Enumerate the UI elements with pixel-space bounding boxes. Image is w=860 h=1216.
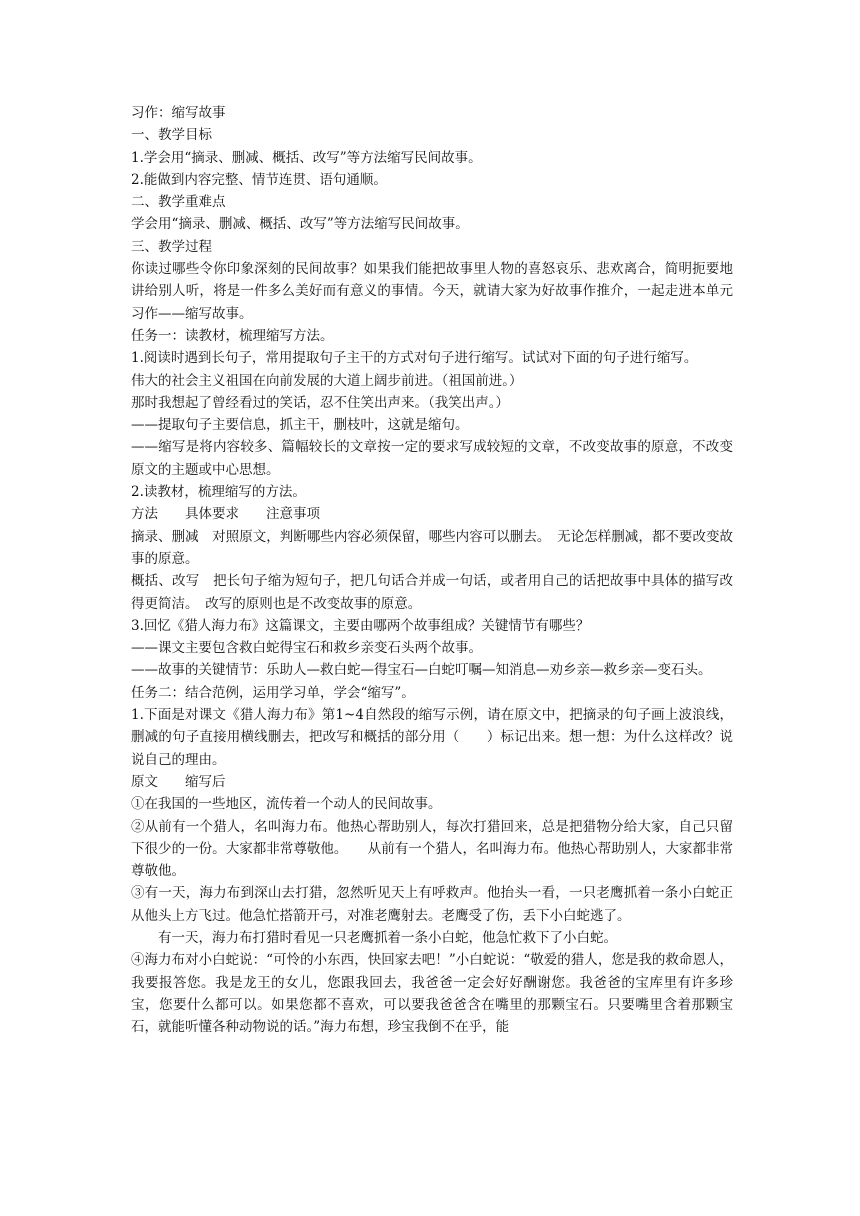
story-paragraph: ③有一天，海力布到深山去打猎，忽然听见天上有呼救声。他抬头一看，一只老鹰抓着一条小白蛇正从他头上方飞过。他急忙搭箭开弓，对准老鹰射去。老鹰受了伤，丢下小白蛇逃了。 (131, 885, 733, 924)
document-page (131, 102, 733, 1038)
example-sentence: 那时我想起了曾经看过的笑话，忍不住笑出声来。（我笑出声。） (131, 394, 509, 411)
intro-paragraph: 你读过哪些令你印象深刻的民间故事？如果我们能把故事里人物的喜怒哀乐、悲欢离合，简明扼要地讲给别人听，将是一件多么美好而有意义的事情。今天，就请大家为好故事作推介，一起走进本单元习作——缩写故事。 (131, 261, 733, 322)
story-paragraph: ②从前有一个猎人，名叫海力布。他热心帮助别人，每次打猎回来，总是把猎物分给大家，自己只留下很少的一份。大家都非常尊敬他。 从前有一个猎人，名叫海力布。他热心帮助别人，大家都非常尊敬他。 (131, 818, 733, 880)
comparison-header: 原文 缩写后 (131, 773, 226, 790)
story-paragraph-condensed: 有一天，海力布打猎时看见一只老鹰抓着一条小白蛇，他急忙救下了小白蛇。 (158, 929, 617, 946)
section-heading-key-points: 二、教学重难点 (131, 194, 226, 211)
goal-item: 2.能做到内容完整、情节连贯、语句通顺。 (131, 171, 387, 188)
note-line: ——故事的关键情节：乐助人—救白蛇—得宝石—白蛇叮嘱—知消息—劝乡亲—救乡亲—变石头。 (131, 662, 712, 679)
task-one-heading: 任务一：读教材，梳理缩写方法。 (131, 327, 334, 344)
note-line: ——缩写是将内容较多、篇幅较长的文章按一定的要求写成较短的文章，不改变故事的原意，不改变原文的主题或中心思想。 (131, 439, 733, 478)
story-paragraph: ④海力布对小白蛇说：“可怜的小东西，快回家去吧！”小白蛇说：“敬爱的猎人，您是我的救命恩人，我要报答您。我是龙王的女儿，您跟我回去，我爸爸一定会好好酬谢您。我爸爸的宝库里有许多珍宝，您要什么都可以。如果您都不喜欢，可以要我爸爸含在嘴里的那颗宝石。只要嘴里含着那颗宝石，就能听懂各种动物说的话。”海力布想，珍宝我倒不在乎，能 (131, 952, 733, 1036)
doc-title: 习作：缩写故事 (131, 105, 226, 121)
key-point-text: 学会用“摘录、删减、概括、改写”等方法缩写民间故事。 (131, 216, 469, 233)
section-heading-process: 三、教学过程 (131, 238, 212, 255)
story-paragraph: ①在我国的一些地区，流传着一个动人的民间故事。 (131, 796, 442, 813)
method-table-header: 方法 具体要求 注意事项 (131, 506, 320, 523)
task-two-heading: 任务二：结合范例，运用学习单，学会“缩写”。 (131, 684, 415, 701)
paragraph: 1.阅读时遇到长句子，常用提取句子主干的方式对句子进行缩写。试试对下面的句子进行缩写。 (131, 350, 698, 367)
method-table-row: 概括、改写 把长句子缩为短句子，把几句话合并成一句话，或者用自己的话把故事中具体的描写改得更简洁。 改写的原则也是不改变故事的原意。 (131, 573, 733, 612)
note-line: ——课文主要包含救白蛇得宝石和救乡亲变石头两个故事。 (131, 640, 482, 657)
paragraph: 2.读教材，梳理缩写的方法。 (131, 484, 306, 501)
method-table-row: 摘录、删减 对照原文，判断哪些内容必须保留，哪些内容可以删去。 无论怎样删减，都不要改变故事的原意。 (131, 528, 733, 567)
example-sentence: 伟大的社会主义祖国在向前发展的大道上阔步前进。（祖国前进。） (131, 372, 523, 389)
note-line: ——提取句子主要信息，抓主干，删枝叶，这就是缩句。 (131, 417, 469, 434)
paragraph: 1.下面是对课文《猎人海力布》第1~4自然段的缩写示例，请在原文中，把摘录的句子画上波浪线，删减的句子直接用横线删去，把改写和概括的部分用（ ）标记出来。想一想：为什么这样改？说说自己的理由。 (131, 707, 733, 768)
goal-item: 1.学会用“摘录、删减、概括、改写”等方法缩写民间故事。 (131, 149, 482, 166)
paragraph: 3.回忆《猎人海力布》这篇课文，主要由哪两个故事组成？关键情节有哪些？ (131, 617, 590, 634)
section-heading-goals: 一、教学目标 (131, 127, 212, 144)
